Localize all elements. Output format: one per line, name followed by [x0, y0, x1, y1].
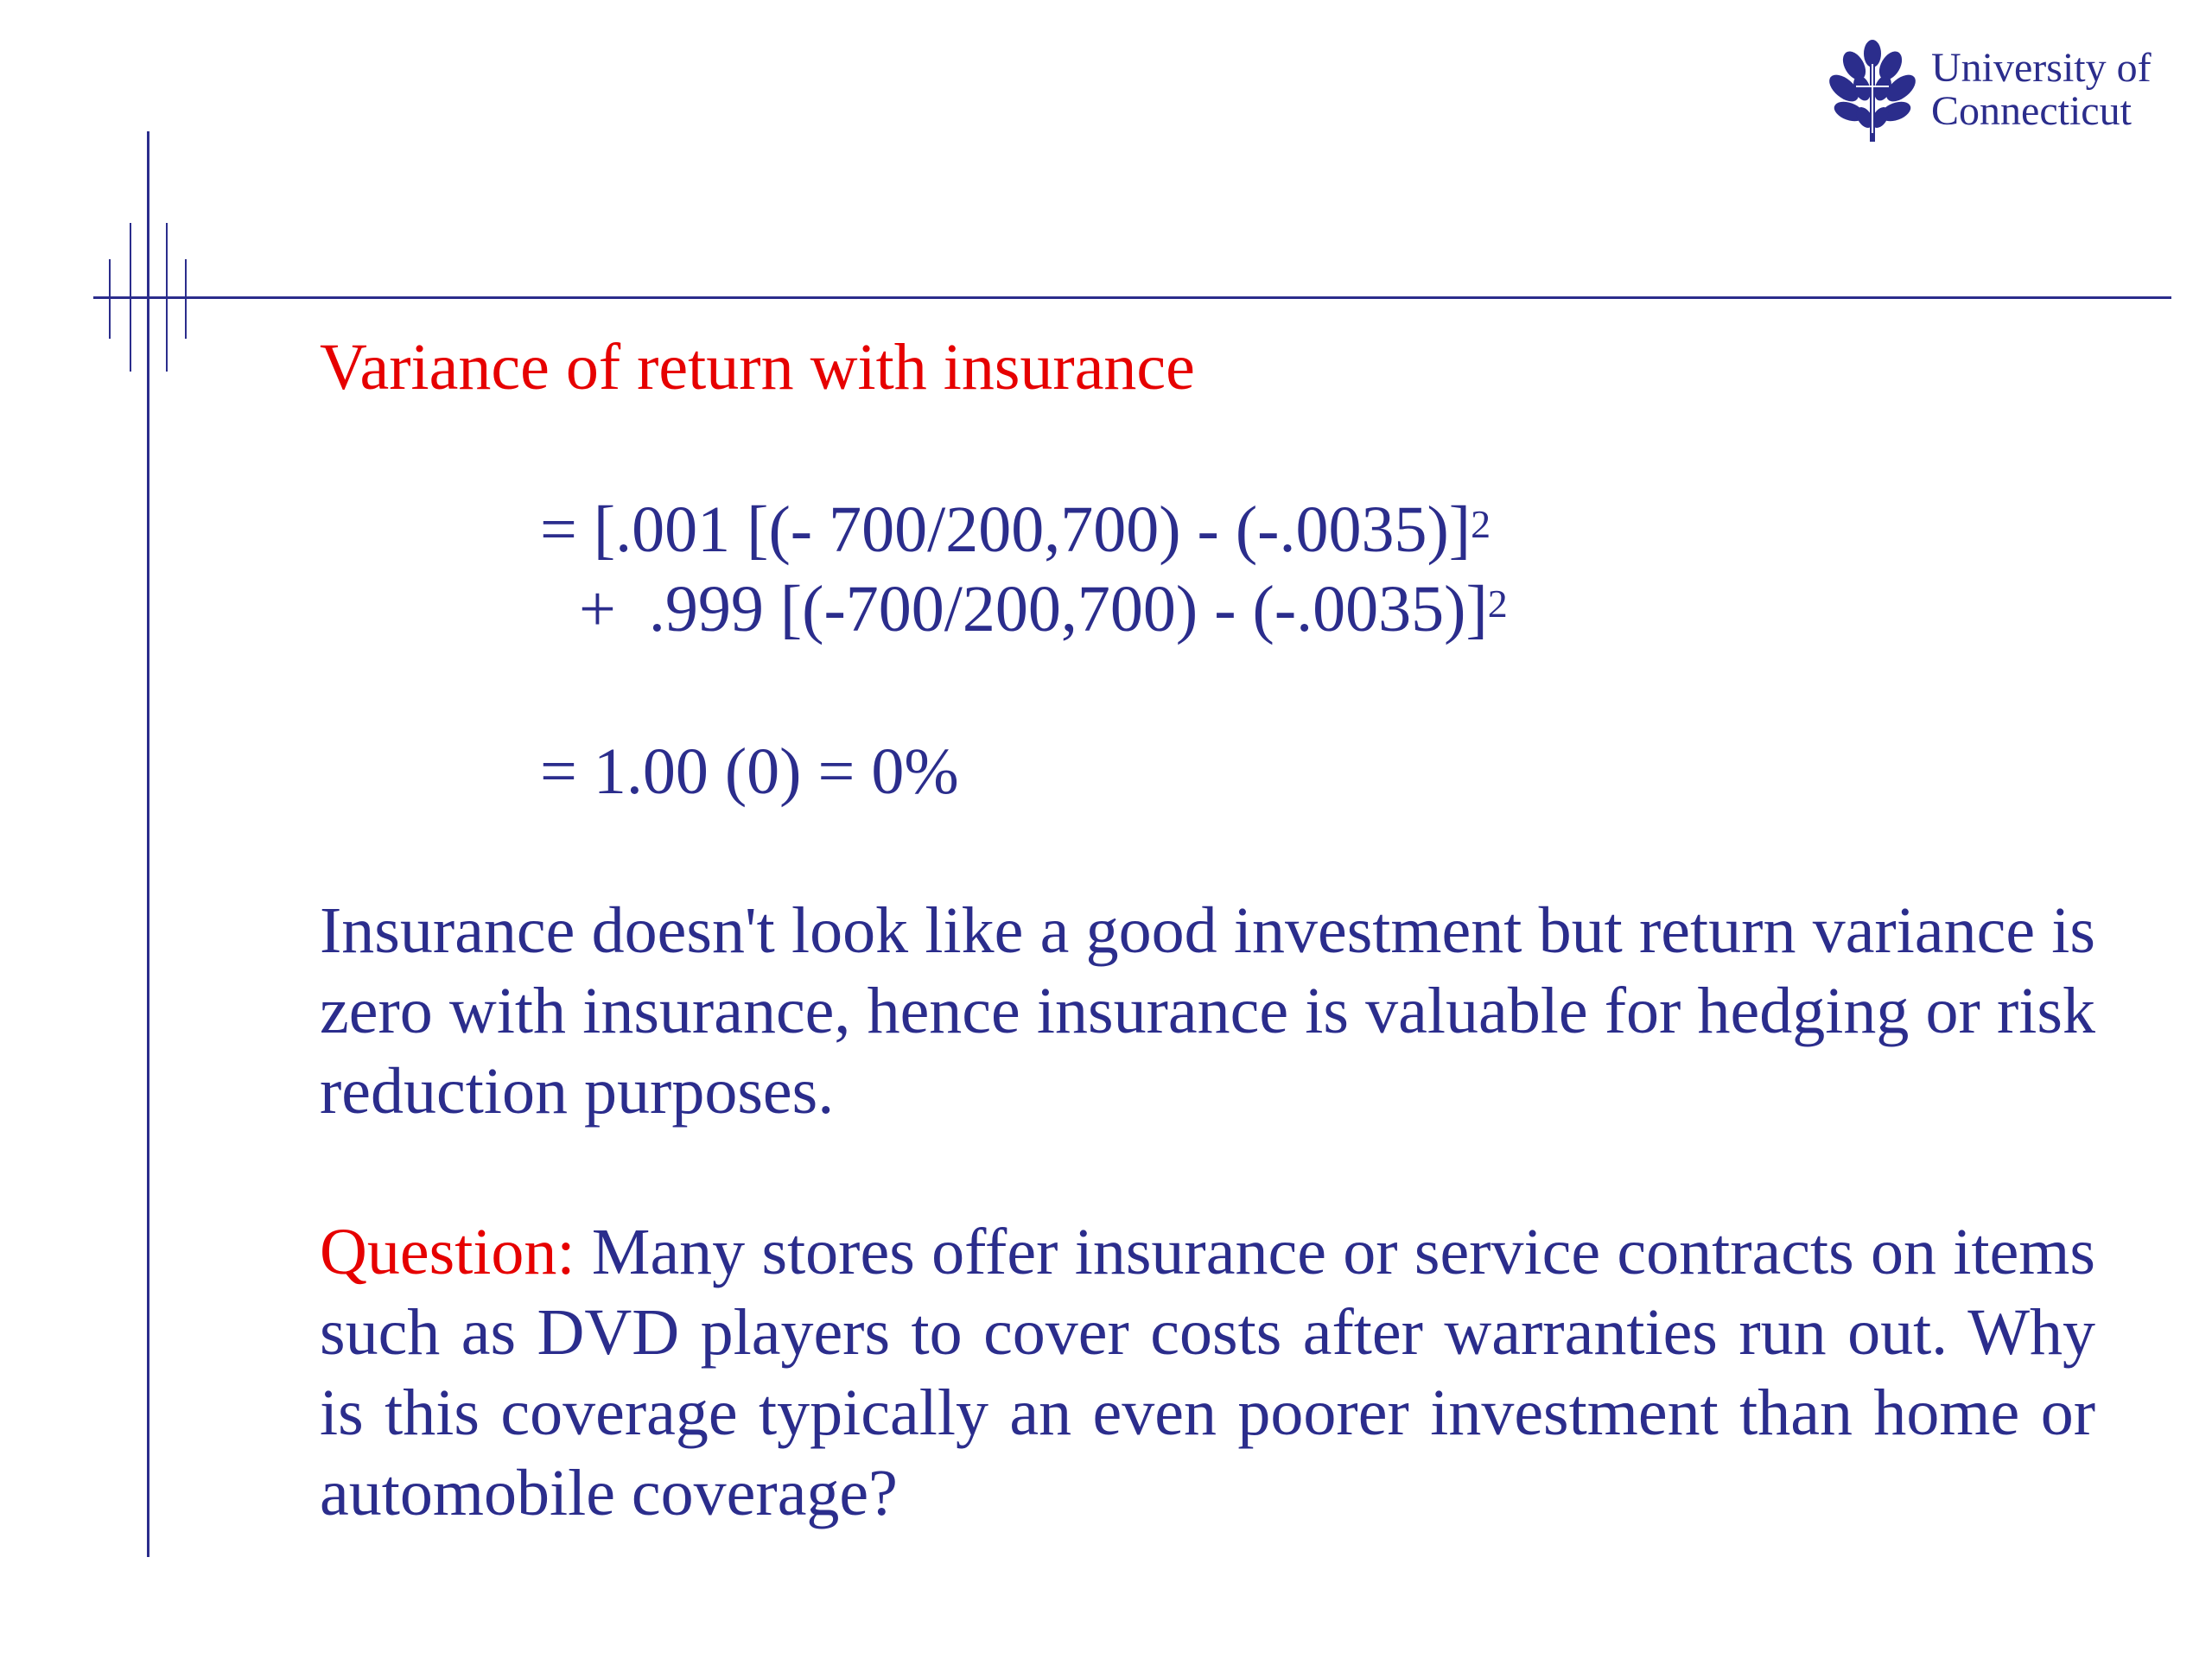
oak-leaf-seal-icon: [1823, 38, 1923, 146]
formula-line-1-exponent: 2: [1471, 502, 1491, 546]
formula-line-2: [579, 570, 1508, 648]
formula-line-1: [540, 491, 1491, 569]
logo-line-2: Connecticut: [1931, 88, 2132, 134]
university-logo: [1823, 38, 2186, 150]
formula-line-1-text: = [.001 [(- 700/200,700) - (-.0035)]: [540, 493, 1471, 566]
question-paragraph: [320, 1212, 2095, 1534]
university-name: [1931, 47, 2152, 133]
formula-line-2-exponent: 2: [1487, 582, 1508, 626]
formula-result: = 1.00 (0) = 0%: [540, 735, 959, 808]
question-text: Many stores offer insurance or service contracts on items such as DVD players to cover costs after warranties run out. Why is this coverage typically an even poorer investment than home or automobile coverage?: [320, 1216, 2095, 1529]
tick-line-2: [130, 223, 131, 372]
logo-line-1: University of: [1931, 45, 2152, 91]
slide-title: Variance of return with insurance: [320, 331, 1195, 404]
tick-line-1: [109, 259, 111, 339]
question-label: Question:: [320, 1216, 575, 1288]
tick-line-3: [166, 223, 168, 372]
tick-line-4: [185, 259, 187, 339]
horizontal-rule: [93, 296, 2171, 299]
formula-line-2-text: + .999 [(-700/200,700) - (-.0035)]: [579, 573, 1488, 645]
main-vertical-rule: [147, 131, 149, 1557]
conclusion-paragraph: Insurance doesn't look like a good investment but return variance is zero with insurance, hence insurance is valuable for hedging or risk reduction purposes.: [320, 894, 2095, 1128]
